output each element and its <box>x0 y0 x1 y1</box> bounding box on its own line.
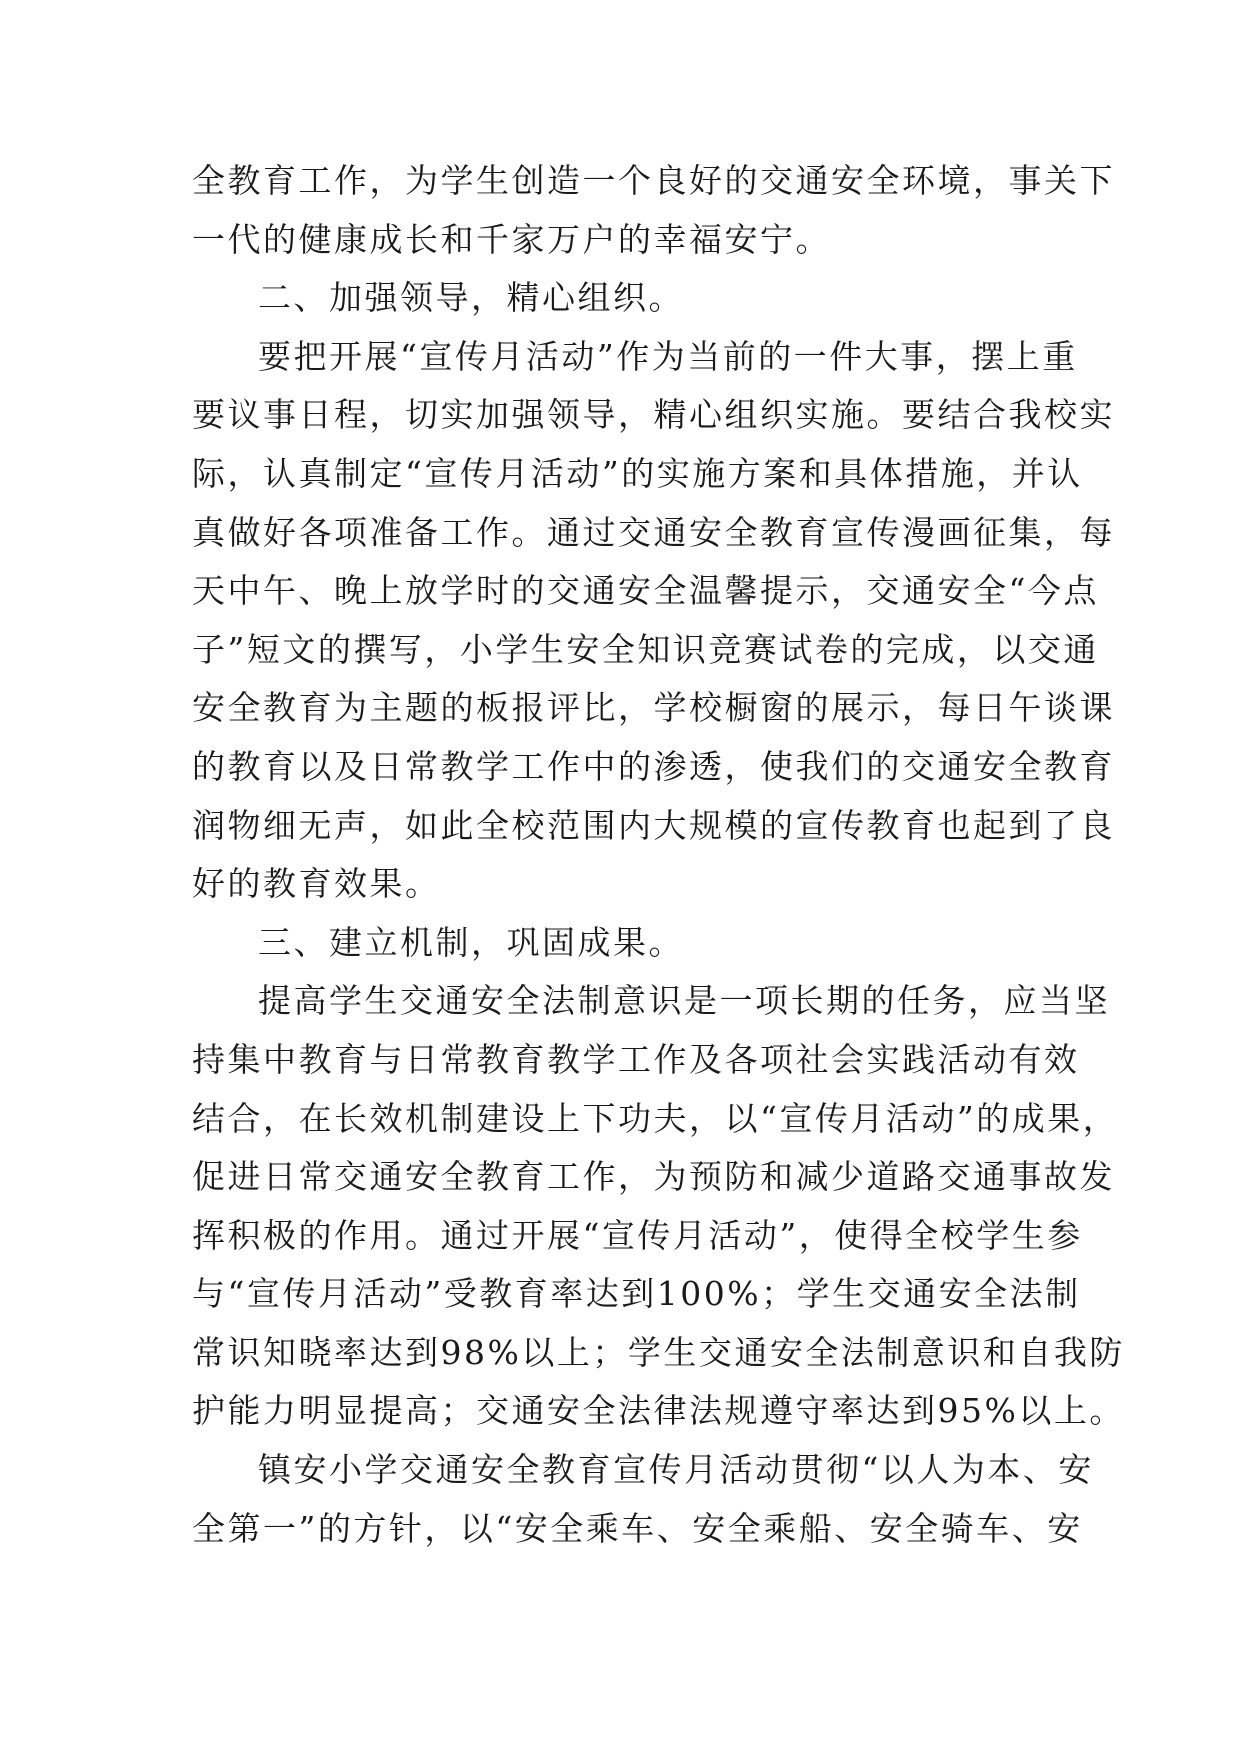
text-line: 好的教育效果。 <box>192 864 441 904</box>
text-line: 促进日常交通安全教育工作，为预防和减少道路交通事故发 <box>192 1157 1115 1197</box>
text-line: 际，认真制定“宣传月活动”的实施方案和具体措施，并认 <box>192 453 1083 493</box>
section-heading: 二、加强领导，精心组织。 <box>258 278 684 318</box>
text-line: 镇安小学交通安全教育宣传月活动贯彻“以人为本、安 <box>258 1450 1094 1490</box>
text-line: 安全教育为主题的板报评比，学校橱窗的展示，每日午谈课 <box>192 688 1115 728</box>
document-page <box>192 152 1125 1558</box>
text-line: 结合，在长效机制建设上下功夫，以“宣传月活动”的成果， <box>192 1098 1119 1138</box>
section-heading: 三、建立机制，巩固成果。 <box>258 922 684 962</box>
text-line: 全第一”的方针，以“安全乘车、安全乘船、安全骑车、安 <box>192 1508 1083 1548</box>
text-line: 护能力明显提高；交通安全法律法规遵守率达到95%以上。 <box>192 1391 1125 1431</box>
text-line: 常识知晓率达到98%以上；学生交通安全法制意识和自我防 <box>192 1332 1125 1372</box>
text-line: 持集中教育与日常教育教学工作及各项社会实践活动有效 <box>192 1039 1080 1079</box>
text-line: 要把开展“宣传月活动”作为当前的一件大事，摆上重 <box>258 336 1078 376</box>
text-line: 要议事日程，切实加强领导，精心组织实施。要结合我校实 <box>192 395 1115 435</box>
text-line: 子”短文的撰写，小学生安全知识竞赛试卷的完成，以交通 <box>192 629 1099 669</box>
text-line: 真做好各项准备工作。通过交通安全教育宣传漫画征集，每 <box>192 512 1115 552</box>
text-line: 与“宣传月活动”受教育率达到100%；学生交通安全法制 <box>192 1274 1081 1314</box>
text-line: 一代的健康成长和千家万户的幸福安宁。 <box>192 219 831 259</box>
text-line: 全教育工作，为学生创造一个良好的交通安全环境，事关下 <box>192 161 1115 200</box>
text-line: 天中午、晚上放学时的交通安全温馨提示，交通安全“今点 <box>192 571 1099 611</box>
text-line: 提高学生交通安全法制意识是一项长期的任务，应当坚 <box>258 981 1110 1021</box>
text-line: 润物细无声，如此全校范围内大规模的宣传教育也起到了良 <box>192 805 1115 845</box>
text-line: 挥积极的作用。通过开展“宣传月活动”，使得全校学生参 <box>192 1215 1083 1255</box>
text-line: 的教育以及日常教学工作中的渗透，使我们的交通安全教育 <box>192 746 1115 786</box>
